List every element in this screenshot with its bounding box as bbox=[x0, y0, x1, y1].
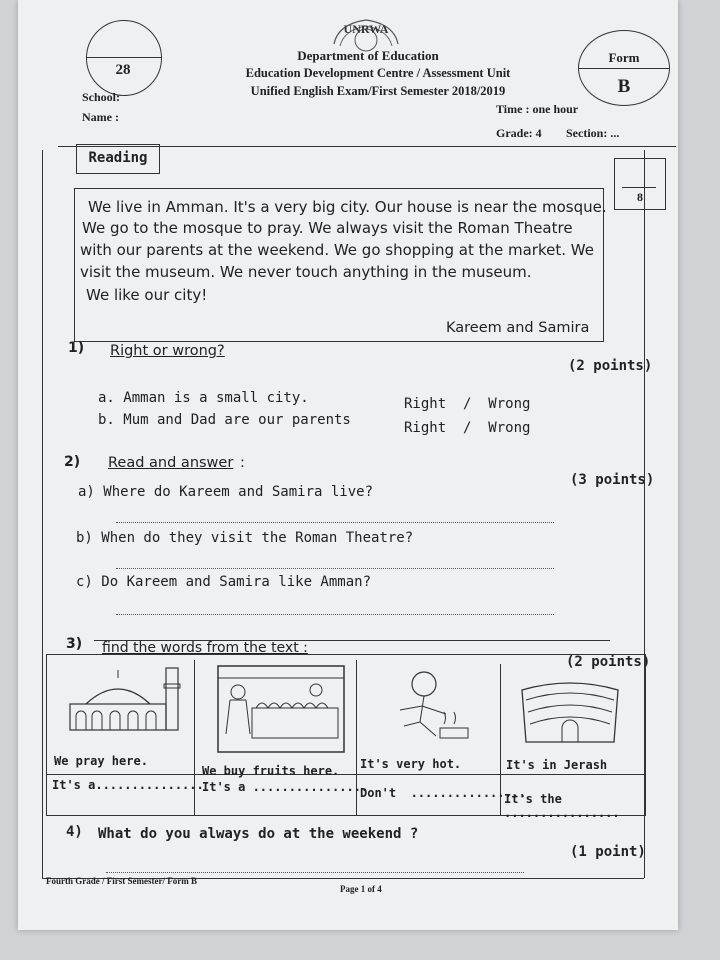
header-department: Department of Education bbox=[297, 48, 439, 63]
name-label: Name : bbox=[82, 110, 119, 124]
q2-title-colon: : bbox=[240, 455, 245, 471]
q1-choice-b[interactable]: Right / Wrong bbox=[404, 420, 531, 436]
time-label: Time : one hour bbox=[496, 102, 579, 116]
q1-item-a: a. Amman is a small city. bbox=[98, 390, 309, 406]
mosque-picture bbox=[66, 664, 186, 734]
school-label: School: bbox=[82, 90, 121, 104]
svg-text:UNRWA: UNRWA bbox=[343, 22, 389, 36]
mark-number: 28 bbox=[115, 62, 131, 78]
mark-divider bbox=[86, 57, 161, 58]
mark-circle bbox=[86, 20, 162, 96]
q4-title: What do you always do at the weekend ? bbox=[98, 826, 419, 842]
grade-label: Grade: 4 bbox=[496, 126, 542, 140]
header-centre: Education Development Centre / Assessment Unit bbox=[245, 66, 511, 80]
q3-table-midline bbox=[46, 774, 646, 775]
q2-points: (3 points) bbox=[570, 472, 655, 488]
footer-form: Fourth Grade / First Semester/ Form B bbox=[46, 876, 197, 886]
q2-answer-line-c[interactable] bbox=[116, 614, 554, 615]
q2-title: Read and answer bbox=[108, 455, 234, 471]
q2-answer-line-b[interactable] bbox=[116, 568, 554, 569]
q3-caption-1: We pray here. bbox=[54, 754, 148, 768]
q3-caption-2: We buy fruits here. bbox=[202, 764, 340, 778]
q3-prompt-2[interactable]: It's a ................ bbox=[202, 780, 369, 794]
market-picture bbox=[216, 664, 346, 754]
q1-item-b: b. Mum and Dad are our parents bbox=[98, 412, 351, 428]
q1-title: Right or wrong? bbox=[110, 343, 225, 359]
roman-theatre-picture bbox=[518, 680, 623, 746]
reading-tag-label: Reading bbox=[88, 150, 148, 166]
reading-score-line bbox=[622, 187, 656, 188]
passage-signature: Kareem and Samira bbox=[446, 320, 590, 336]
q3-number: 3) bbox=[66, 636, 83, 652]
header-exam-title: Unified English Exam/First Semester 2018/2019 bbox=[250, 84, 506, 98]
left-border bbox=[42, 150, 43, 878]
q3-prompt-4[interactable]: It's the ................ bbox=[504, 792, 620, 820]
q3-col-divider-1 bbox=[194, 660, 195, 816]
footer-page: Page 1 of 4 bbox=[340, 884, 382, 894]
section-label: Section: ... bbox=[566, 126, 620, 140]
right-border bbox=[644, 150, 645, 878]
passage-line-2: We go to the mosque to pray. We always visit the Roman Theatre bbox=[82, 219, 573, 237]
q1-choice-a[interactable]: Right / Wrong bbox=[404, 396, 531, 412]
q3-prompt-1[interactable]: It's a............... bbox=[52, 778, 204, 792]
q3-title: find the words from the text : bbox=[102, 640, 308, 656]
form-value: B bbox=[617, 76, 631, 97]
passage-line-3: with our parents at the weekend. We go shopping at the market. We bbox=[80, 241, 594, 259]
passage-line-4: visit the museum. We never touch anything in the museum. bbox=[80, 263, 532, 281]
q2-question-b: b) When do they visit the Roman Theatre? bbox=[76, 530, 414, 546]
exam-paper bbox=[18, 0, 678, 930]
q3-prompt-3[interactable]: Don't ................ bbox=[360, 786, 527, 800]
hot-stove-picture bbox=[370, 666, 490, 756]
form-label: Form bbox=[608, 50, 640, 65]
q2-number: 2) bbox=[64, 454, 81, 470]
q2-answer-line-a[interactable] bbox=[116, 522, 554, 523]
q1-points: (2 points) bbox=[568, 358, 653, 374]
q4-points: (1 point) bbox=[570, 844, 646, 860]
form-divider bbox=[579, 68, 669, 69]
reading-score: 8 bbox=[637, 190, 643, 204]
q2-question-a: a) Where do Kareem and Samira live? bbox=[78, 484, 374, 500]
q4-answer-line[interactable] bbox=[106, 872, 524, 873]
passage-line-1: We live in Amman. It's a very big city. Our house is near the mosque. bbox=[88, 198, 607, 216]
q3-points: (2 points) bbox=[566, 654, 651, 670]
passage-line-5: We like our city! bbox=[86, 286, 208, 304]
q1-number: 1) bbox=[68, 340, 85, 356]
q4-number: 4) bbox=[66, 824, 83, 840]
q2-question-c: c) Do Kareem and Samira like Amman? bbox=[76, 574, 372, 590]
q3-caption-4: It's in Jerash bbox=[506, 758, 608, 772]
q3-caption-3: It's very hot. bbox=[360, 757, 462, 771]
